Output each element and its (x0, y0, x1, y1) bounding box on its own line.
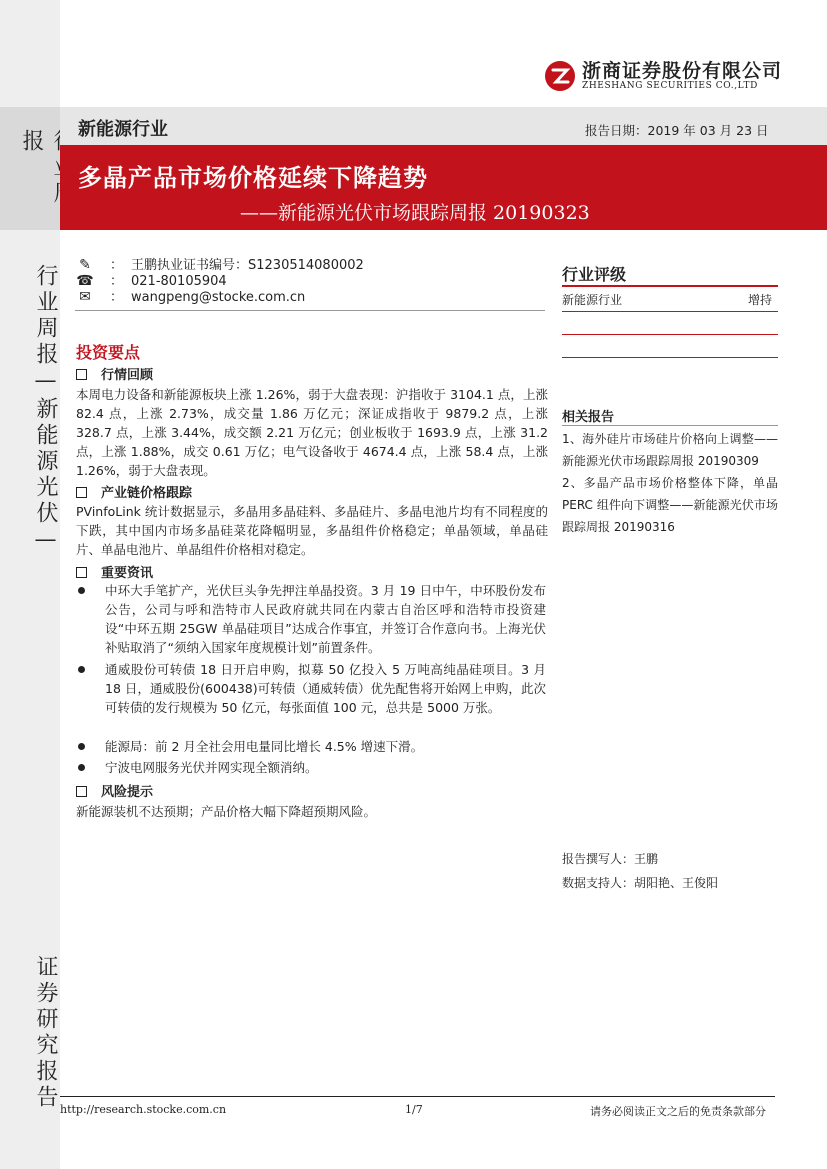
divider (562, 357, 778, 358)
risk-text: 新能源装机不达预期；产品价格大幅下降超预期风险。 (76, 804, 377, 819)
checkbox-square-icon (76, 487, 87, 498)
news-item: 中环大手笔扩产，光伏巨头争先押注单晶投资。3 月 19 日中午，中环股份发布公告，公司与呼和浩特市人民政府就共同在内蒙古自治区呼和浩特市投资建设“中环五期 25GW 单晶硅项目”达成合作事宜，并签订合作意向书。上海光伏补贴取消了“须纳入国家年度规模计划”前置条件。 (76, 581, 546, 657)
market-review-text: 本周电力设备和新能源板块上涨 1.26%，弱于大盘表现：沪指收于 3104.1 点，上涨 82.4 点，上涨 2.73%，成交量 1.86 万亿元；深证成指收于 9879.2 点，上涨 328.7 点，上涨 3.44%，成交额 2.21 万亿元；创业板收于 1693.9 点，上涨 31.2 点，上涨 1.88%，成交 0.61 万亿；电气设备收于 4674.4 点，上涨 58.4 点，上涨 1.26%，弱于大盘表现。 (76, 387, 548, 478)
news-item: 能源局：前 2 月全社会用电量同比增长 4.5% 增速下滑。 (76, 737, 546, 756)
rating-sector: 新能源行业 (562, 293, 623, 307)
bullet-icon (78, 743, 85, 750)
envelope-icon: ✉ (79, 289, 91, 305)
sector-label: 新能源行业 (78, 119, 168, 140)
page-title: 多晶产品市场价格延续下降趋势 (78, 164, 428, 192)
bullet-icon (78, 587, 85, 594)
phone-icon: ☎ (76, 273, 94, 289)
data-support: 数据支持人：胡阳艳、王俊阳 (562, 876, 719, 890)
report-writer: 报告撰写人：王鹏 (562, 852, 659, 866)
disclaimer-note: 请务必阅读正文之后的免责条款部分 (590, 1105, 766, 1118)
company-logo-icon (544, 60, 576, 92)
investment-heading: 投资要点 (76, 343, 141, 362)
price-tracking-text: PVinfoLink 统计数据显示，多晶用多晶硅料、多晶硅片、多晶电池片均有不同程度的下跌，其中国内市场多晶硅菜花降幅明显，多晶组件价格稳定；单晶领域，单晶硅片、单晶电池片、单晶组件价格相对稳定。 (76, 504, 548, 557)
pen-icon: ✎ (79, 257, 91, 273)
market-review-heading: 行情回顾 (76, 364, 153, 383)
side-bottom-label: 证券研究报告 (33, 955, 58, 1111)
checkbox-square-icon (76, 567, 87, 578)
footer-divider (60, 1096, 775, 1097)
footer-url[interactable]: http://research.stocke.com.cn (60, 1103, 227, 1116)
authors-block (562, 847, 718, 895)
email-link[interactable]: wangpeng@stocke.com.cn (131, 290, 306, 305)
bullet-icon (78, 666, 85, 673)
related-reports-heading: 相关报告 (562, 410, 615, 425)
email-row: ✉ ： wangpeng@stocke.com.cn (76, 288, 305, 306)
side-vertical-title: 行业周报—新能源光伏— (33, 264, 58, 556)
news-item: 通威股份可转债 18 日开启申购，拟募 50 亿投入 5 万吨高纯晶硅项目。3 月 18 日，通威股份(600438)可转债（通威转债）优先配售将开始网上申购，此次可转债的发行规模为 50 亿元，每张面值 100 元，总共是 5000 万张。 (76, 660, 546, 717)
news-heading: 重要资讯 (76, 562, 153, 581)
company-name-cn: 浙商证券股份有限公司 (582, 60, 783, 82)
left-side-tab (0, 107, 60, 230)
rating-value: 增持 (748, 293, 773, 307)
news-item: 宁波电网服务光伏并网实现全额消纳。 (76, 758, 546, 777)
phone-row: ☎ ： 021-80105904 (76, 273, 227, 289)
related-report-item[interactable]: 2、多晶产品市场价格整体下降，单晶PERC 组件向下调整——新能源光伏市场跟踪周报 20190316 (562, 476, 778, 534)
risk-heading: 风险提示 (76, 781, 153, 800)
divider (562, 425, 778, 426)
side-tab-label: 报 (19, 129, 44, 155)
page-number: 1/7 (405, 1103, 423, 1116)
divider (562, 311, 778, 312)
bullet-icon (78, 764, 85, 771)
rating-heading: 行业评级 (562, 265, 627, 284)
checkbox-square-icon (76, 786, 87, 797)
report-date: 报告日期：2019 年 03 月 23 日 (585, 123, 769, 138)
analyst-info: 王鹏执业证书编号：S1230514080002 (131, 258, 364, 273)
divider (75, 310, 545, 311)
price-tracking-heading: 产业链价格跟踪 (76, 482, 192, 501)
related-report-item[interactable]: 1、海外硅片市场硅片价格向上调整——新能源光伏市场跟踪周报 20190309 (562, 432, 778, 468)
checkbox-square-icon (76, 369, 87, 380)
analyst-row: ✎ ： 王鹏执业证书编号：S1230514080002 (76, 256, 364, 274)
divider (562, 285, 778, 287)
phone-number: 021-80105904 (131, 274, 227, 289)
page-subtitle: ——新能源光伏市场跟踪周报 20190323 (240, 202, 590, 224)
divider (562, 334, 778, 335)
company-name-en: ZHESHANG SECURITIES CO.,LTD (582, 81, 758, 91)
